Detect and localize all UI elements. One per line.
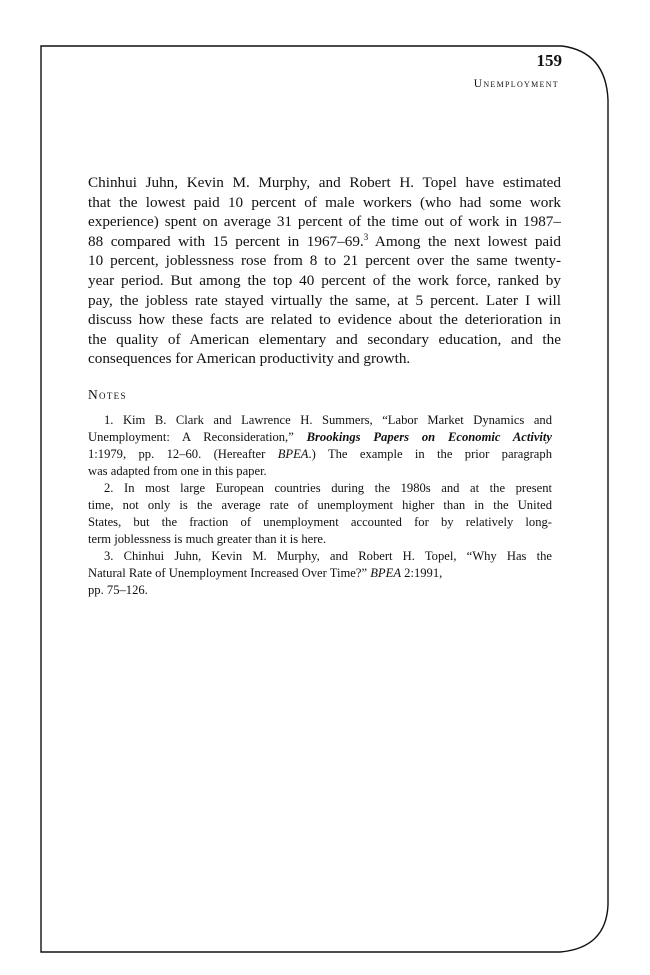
note-text: Unemployment: A Reconsideration,” <box>88 430 307 444</box>
note-1-line: was adapted from one in this paper. <box>88 464 267 478</box>
note-2: 2. In most large European countries during the 1980s and at the present <box>104 481 552 495</box>
note-1-line <box>88 446 552 463</box>
note-3-line <box>88 565 552 582</box>
footnote-ref: 3 <box>363 231 369 242</box>
note-1-line <box>88 429 552 446</box>
body-line: 10 percent, joblessness rose from 8 to 21 percent over the same twenty- <box>88 252 561 270</box>
body-line: Chinhui Juhn, Kevin M. Murphy, and Robert H. Topel have estimated <box>88 174 561 191</box>
body-line: consequences for American productivity and growth. <box>88 350 411 368</box>
note-text: 1:1979, pp. 12–60. (Hereafter <box>88 447 278 461</box>
body-line-text: 88 compared with 15 percent in 1967–69. <box>88 232 364 250</box>
note-text: 2:1991, <box>401 566 443 580</box>
page-number: 159 <box>536 51 562 70</box>
note-2-line: States, but the fraction of unemployment accounted for by relatively long- <box>88 515 552 529</box>
note-3: 3. Chinhui Juhn, Kevin M. Murphy, and Robert H. Topel, “Why Has the <box>104 549 552 563</box>
body-line: experience) spent on average 31 percent of the time out of work in 1987– <box>88 213 561 231</box>
body-line: pay, the jobless rate stayed virtually the same, at 5 percent. Later I will <box>88 291 561 309</box>
journal-title: Brookings Papers on Economic Activity <box>306 430 552 444</box>
notes-list <box>88 412 552 599</box>
note-2-line: term joblessness is much greater than it is here. <box>88 532 327 546</box>
note-3-line: pp. 75–126. <box>88 583 148 597</box>
body-line: year period. But among the top 40 percent of the work force, ranked by <box>88 271 561 289</box>
note-2-line: time, not only is the average rate of unemployment higher than in the United <box>88 498 552 512</box>
body-line: that the lowest paid 10 percent of male workers (who had some work <box>88 193 561 211</box>
note-text: .) The example in the prior paragraph <box>308 447 552 461</box>
abbrev: BPEA <box>370 566 402 580</box>
body-line: the quality of American elementary and secondary education, and the <box>88 330 561 348</box>
body-paragraph <box>88 173 561 369</box>
running-head: Unemployment <box>473 78 559 90</box>
body-line: discuss how these facts are related to evidence about the deterioration in <box>88 311 561 329</box>
body-line-text: Among the next lowest paid <box>368 232 561 250</box>
notes-heading: Notes <box>88 387 127 402</box>
note-1: 1. Kim B. Clark and Lawrence H. Summers, “Labor Market Dynamics and <box>104 413 552 427</box>
abbrev: BPEA <box>277 447 309 461</box>
body-line <box>88 232 561 252</box>
note-text: Natural Rate of Unemployment Increased Over Time?” <box>88 566 371 580</box>
